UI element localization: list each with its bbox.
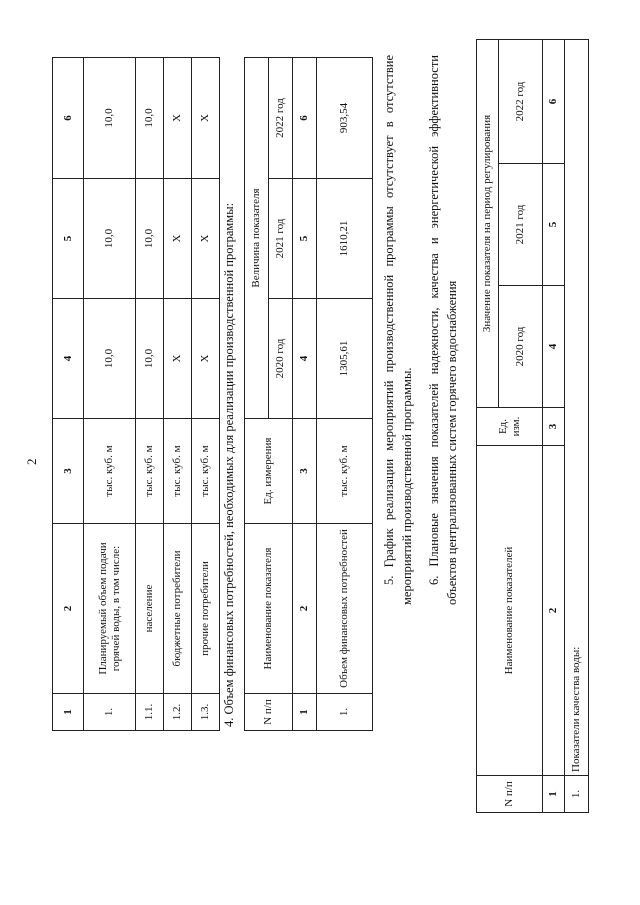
- cell: X: [164, 299, 192, 419]
- col-unit-header: Ед. измерения: [245, 419, 293, 524]
- cell: X: [164, 179, 192, 299]
- group-header: Величина показателя: [245, 58, 269, 419]
- col-n-header: N п/п: [245, 694, 293, 731]
- cell: 4: [543, 286, 565, 408]
- cell: 2: [293, 524, 317, 694]
- header-cell: 1: [53, 694, 84, 731]
- financial-needs-table: [244, 57, 373, 731]
- table-row: [192, 58, 220, 731]
- cell: 10,0: [84, 58, 136, 179]
- cell: 10,0: [136, 299, 164, 419]
- header-cell: 4: [53, 299, 84, 419]
- cell: тыс. куб. м: [317, 419, 373, 524]
- cell: тыс. куб. м: [192, 419, 220, 524]
- table-header-row: [53, 58, 84, 731]
- cell: 10,0: [136, 179, 164, 299]
- cell: 903,54: [317, 58, 373, 179]
- cell: 1: [543, 776, 565, 813]
- year-header: 2020 год: [269, 299, 293, 419]
- col-n-header: N п/п: [477, 776, 543, 813]
- cell: 3: [293, 419, 317, 524]
- cell: 6: [293, 58, 317, 179]
- cell: тыс. куб. м: [164, 419, 192, 524]
- year-header: 2021 год: [269, 179, 293, 299]
- group-header: Значение показателя на период регулирования: [477, 40, 499, 408]
- cell: 1.2.: [164, 694, 192, 731]
- hot-water-supply-table: [52, 57, 220, 731]
- header-cell: 3: [53, 419, 84, 524]
- cell: 1610,21: [317, 179, 373, 299]
- cell: тыс. куб. м: [136, 419, 164, 524]
- cell: 2: [543, 446, 565, 776]
- cell: 10,0: [84, 299, 136, 419]
- year-header: 2022 год: [269, 58, 293, 179]
- header-cell: 5: [53, 179, 84, 299]
- cell: X: [192, 179, 220, 299]
- cell: 1305,61: [317, 299, 373, 419]
- year-header: 2021 год: [499, 164, 543, 286]
- cell: 1.: [317, 694, 373, 731]
- cell: тыс. куб. м: [84, 419, 136, 524]
- col-name-header: Наименование показателя: [245, 524, 293, 694]
- cell: бюджетные потребители: [164, 524, 192, 694]
- cell: население: [136, 524, 164, 694]
- cell: Планируемый объем подачи горячей воды, в том числе:: [84, 524, 136, 694]
- section-4-heading: 4. Объем финансовых потребностей, необходимых для реализации производственной программы:: [222, 202, 236, 727]
- header-cell: 2: [53, 524, 84, 694]
- cell: 5: [543, 164, 565, 286]
- cell: 1.: [84, 694, 136, 731]
- table-row: [164, 58, 192, 731]
- cell: X: [164, 58, 192, 179]
- year-header: 2022 год: [499, 40, 543, 164]
- cell: прочие потребители: [192, 524, 220, 694]
- table-row: [317, 58, 373, 731]
- quality-indicators-table: [476, 39, 589, 813]
- cell: 1.: [565, 776, 589, 813]
- cell: 1: [293, 694, 317, 731]
- cell: X: [192, 299, 220, 419]
- table-number-row: [543, 40, 565, 813]
- year-header: 2020 год: [499, 286, 543, 408]
- section-5-text: 5. График реализации мероприятий производственной программы отсутствует в отсутствие мероприятий производственной программы.: [382, 55, 414, 605]
- cell: 1.1.: [136, 694, 164, 731]
- table-header-row: [477, 40, 499, 813]
- table-row: [565, 40, 589, 813]
- page-number: 2: [24, 458, 39, 465]
- cell: Объем финансовых потребностей: [317, 524, 373, 694]
- header-cell: 6: [53, 58, 84, 179]
- table-number-row: [293, 58, 317, 731]
- cell: 5: [293, 179, 317, 299]
- col-unit-header: Ед. изм.: [477, 408, 543, 446]
- quality-section-label: Показатели качества воды:: [565, 40, 589, 776]
- cell: X: [192, 58, 220, 179]
- cell: 4: [293, 299, 317, 419]
- table-row: [84, 58, 136, 731]
- cell: 10,0: [84, 179, 136, 299]
- table-header-row: [245, 58, 269, 731]
- section-6-text: 6. Плановые значения показателей надежности, качества и энергетической эффективности объектов централизованных систем горячего водоснабжения: [427, 55, 459, 605]
- cell: 3: [543, 408, 565, 446]
- cell: 1.3.: [192, 694, 220, 731]
- cell: 10,0: [136, 58, 164, 179]
- cell: 6: [543, 40, 565, 164]
- table-row: [136, 58, 164, 731]
- col-name-header: Наименование показателей: [477, 446, 543, 776]
